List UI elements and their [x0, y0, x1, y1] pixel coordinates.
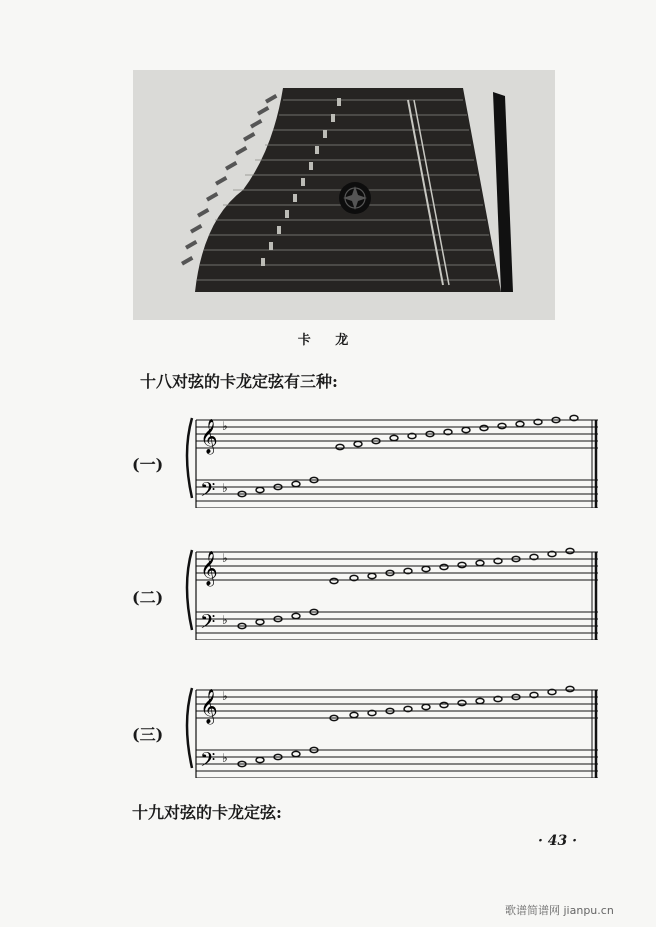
svg-text:𝄢: 𝄢: [200, 748, 216, 776]
staff-system-2: [180, 540, 600, 640]
staff-system-3: [180, 678, 600, 778]
svg-text:𝄢: 𝄢: [200, 610, 216, 638]
svg-text:♭: ♭: [222, 751, 228, 765]
svg-text:𝄞: 𝄞: [200, 689, 218, 724]
system-label-2: (二): [132, 588, 164, 607]
svg-text:𝄞: 𝄞: [200, 551, 218, 586]
figure-caption: 卡 龙: [297, 333, 359, 348]
svg-text:𝄞: 𝄞: [200, 419, 218, 454]
svg-text:♭: ♭: [222, 613, 228, 627]
staff-system-1: [180, 408, 600, 508]
section-heading-2: 十九对弦的卡龙定弦:: [132, 803, 282, 822]
svg-text:♭: ♭: [222, 551, 228, 565]
system-label-3: (三): [132, 725, 164, 744]
svg-text:𝄢: 𝄢: [200, 478, 216, 506]
page-number: · 43 ·: [538, 833, 577, 849]
section-heading: 十八对弦的卡龙定弦有三种:: [140, 372, 338, 391]
svg-text:♭: ♭: [222, 419, 228, 433]
system-label-1: (一): [132, 455, 164, 474]
dulcimer-photo-icon: [133, 70, 555, 320]
svg-text:♭: ♭: [222, 481, 228, 495]
dulcimer-photo: [133, 70, 555, 320]
svg-text:♭: ♭: [222, 689, 228, 703]
watermark: 歌谱简谱网 jianpu.cn: [505, 904, 614, 917]
